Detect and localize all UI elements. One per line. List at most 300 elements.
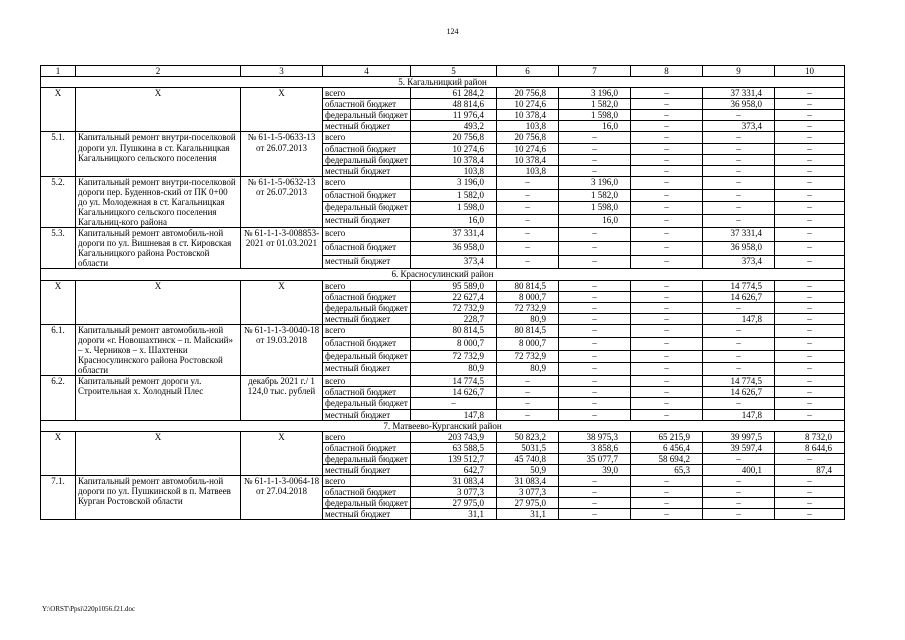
amount-cell: – (775, 509, 845, 520)
budget-source: местный бюджет (323, 121, 411, 132)
amount-cell: 14 626,7 (703, 291, 775, 302)
amount-cell: 147,8 (411, 409, 497, 420)
amount-cell: 20 756,8 (411, 132, 497, 143)
amount-cell: 3 077,3 (497, 487, 559, 498)
amount-cell: 10 378,4 (497, 110, 559, 121)
amount-cell: – (775, 88, 845, 99)
amount-cell: – (559, 165, 631, 176)
amount-cell: – (631, 398, 703, 409)
item-description: Х (76, 88, 241, 132)
amount-cell: 14 626,7 (703, 387, 775, 398)
budget-source: областной бюджет (323, 387, 411, 398)
budget-source: местный бюджет (323, 215, 411, 228)
table-row (41, 324, 845, 337)
amount-cell: – (775, 280, 845, 291)
item-document: № 61-1-1-3-0040-18 от 19.03.2018 (241, 324, 323, 375)
amount-cell: – (559, 509, 631, 520)
amount-cell: – (703, 202, 775, 215)
amount-cell: 31,1 (411, 509, 497, 520)
amount-cell: 20 756,8 (497, 132, 559, 143)
amount-cell: 37 331,4 (703, 88, 775, 99)
budget-source: областной бюджет (323, 291, 411, 302)
budget-source: областной бюджет (323, 337, 411, 350)
item-document: Х (241, 280, 323, 324)
column-header: 3 (241, 66, 323, 77)
item-description: Капитальный ремонт внутри-поселковой дороги ул. Пушкина в ст. Кагальницкая Кагальницкого сельского поселения (76, 132, 241, 176)
amount-cell: 31 083,4 (411, 475, 497, 486)
amount-cell: 14 774,5 (411, 376, 497, 387)
amount-cell: 50,9 (497, 464, 559, 475)
amount-cell: 373,4 (703, 255, 775, 269)
amount-cell: 147,8 (703, 313, 775, 324)
budget-source: федеральный бюджет (323, 110, 411, 121)
amount-cell: – (559, 409, 631, 420)
amount-cell: 1 598,0 (559, 110, 631, 121)
budget-source: всего (323, 176, 411, 189)
budget-source: федеральный бюджет (323, 453, 411, 464)
budget-source: местный бюджет (323, 165, 411, 176)
amount-cell: 31 083,4 (497, 475, 559, 486)
amount-cell: – (631, 202, 703, 215)
amount-cell: 10 378,4 (411, 154, 497, 165)
budget-source: всего (323, 376, 411, 387)
amount-cell: 139 512,7 (411, 453, 497, 464)
item-description: Капитальный ремонт автомобиль-ной дороги «г. Новошахтинск – п. Майский» – х. Черников – х. Шахтенки Красносулинского района Ростовской области (76, 324, 241, 375)
amount-cell: – (775, 121, 845, 132)
section-row (41, 420, 845, 431)
item-description: Капитальный ремонт дороги ул. Строительная х. Холодный Плес (76, 376, 241, 420)
amount-cell: – (775, 176, 845, 189)
amount-cell: – (497, 228, 559, 242)
amount-cell: 87,4 (775, 464, 845, 475)
budget-source: местный бюджет (323, 464, 411, 475)
amount-cell: – (497, 387, 559, 398)
item-number: Х (41, 431, 76, 475)
amount-cell: – (559, 255, 631, 269)
amount-cell: – (703, 363, 775, 376)
amount-cell: – (775, 255, 845, 269)
table-row (41, 431, 845, 442)
amount-cell: – (559, 337, 631, 350)
amount-cell: 373,4 (411, 255, 497, 269)
amount-cell: 14 774,5 (703, 376, 775, 387)
amount-cell: 72 732,9 (411, 302, 497, 313)
amount-cell: – (559, 376, 631, 387)
amount-cell: – (631, 509, 703, 520)
amount-cell: 80 814,5 (411, 324, 497, 337)
amount-cell: 10 274,6 (497, 143, 559, 154)
amount-cell: 8 000,7 (411, 337, 497, 350)
amount-cell: – (631, 132, 703, 143)
amount-cell: – (703, 189, 775, 202)
amount-cell: – (631, 291, 703, 302)
item-document: № 61-1-1-3-008853-2021 от 01.03.2021 (241, 228, 323, 269)
amount-cell: 72 732,9 (497, 302, 559, 313)
budget-table (40, 65, 845, 520)
item-document: № 61-1-5-0632-13 от 26.07.2013 (241, 176, 323, 227)
amount-cell: – (631, 241, 703, 255)
item-number: 7.1. (41, 475, 76, 519)
amount-cell: – (775, 363, 845, 376)
page-number: 124 (446, 27, 459, 36)
amount-cell: 80,9 (497, 313, 559, 324)
amount-cell: 58 694,2 (631, 453, 703, 464)
item-document: № 61-1-5-0633-13 от 26.07.2013 (241, 132, 323, 176)
footer-file-path: Y:\ORST\Ppsi\220p1056.f21.doc (42, 605, 136, 613)
amount-cell: – (775, 189, 845, 202)
amount-cell: – (703, 475, 775, 486)
amount-cell: – (631, 475, 703, 486)
amount-cell: – (703, 143, 775, 154)
amount-cell: 10 274,6 (497, 99, 559, 110)
amount-cell: – (631, 337, 703, 350)
amount-cell: 80 814,5 (497, 280, 559, 291)
amount-cell: – (775, 99, 845, 110)
column-header: 9 (703, 66, 775, 77)
amount-cell: – (559, 291, 631, 302)
amount-cell: 48 814,6 (411, 99, 497, 110)
amount-cell: – (497, 409, 559, 420)
amount-cell: 11 976,4 (411, 110, 497, 121)
budget-source: федеральный бюджет (323, 302, 411, 313)
amount-cell: 63 588,5 (411, 442, 497, 453)
item-number: 6.2. (41, 376, 76, 420)
amount-cell: – (775, 302, 845, 313)
amount-cell: – (703, 110, 775, 121)
column-header: 6 (497, 66, 559, 77)
amount-cell: – (631, 313, 703, 324)
amount-cell: – (631, 121, 703, 132)
amount-cell: 16,0 (559, 215, 631, 228)
budget-source: федеральный бюджет (323, 202, 411, 215)
section-row (41, 77, 845, 88)
item-document: декабрь 2021 г./ 1 124,0 тыс. рублей (241, 376, 323, 420)
amount-cell: – (775, 132, 845, 143)
budget-source: всего (323, 280, 411, 291)
item-number: 5.2. (41, 176, 76, 227)
amount-cell: – (631, 409, 703, 420)
amount-cell: – (703, 350, 775, 363)
budget-source: областной бюджет (323, 487, 411, 498)
amount-cell: – (775, 165, 845, 176)
budget-source: всего (323, 431, 411, 442)
amount-cell: 95 589,0 (411, 280, 497, 291)
amount-cell: – (775, 143, 845, 154)
amount-cell: 38 975,3 (559, 431, 631, 442)
amount-cell: – (703, 398, 775, 409)
amount-cell: – (559, 350, 631, 363)
amount-cell: – (559, 363, 631, 376)
amount-cell: 80,9 (497, 363, 559, 376)
amount-cell: – (631, 99, 703, 110)
amount-cell: – (775, 409, 845, 420)
budget-source: всего (323, 132, 411, 143)
amount-cell: – (775, 110, 845, 121)
section-title: 5. Кагальницкий район (41, 77, 845, 88)
amount-cell: – (631, 498, 703, 509)
amount-cell: 36 958,0 (703, 99, 775, 110)
budget-source: местный бюджет (323, 255, 411, 269)
amount-cell: – (631, 176, 703, 189)
amount-cell: – (631, 350, 703, 363)
amount-cell: – (559, 302, 631, 313)
amount-cell: 35 077,7 (559, 453, 631, 464)
amount-cell: – (703, 509, 775, 520)
amount-cell: – (703, 302, 775, 313)
amount-cell: 39 597,4 (703, 442, 775, 453)
amount-cell: 72 732,9 (497, 350, 559, 363)
amount-cell: – (775, 241, 845, 255)
amount-cell: – (631, 387, 703, 398)
item-description: Х (76, 280, 241, 324)
amount-cell: 228,7 (411, 313, 497, 324)
amount-cell: 3 858,6 (559, 442, 631, 453)
item-number: Х (41, 88, 76, 132)
amount-cell: – (775, 453, 845, 464)
item-description: Капитальный ремонт автомобиль-ной дороги по ул. Вишневая в ст. Кировская Кагальницкого района Ростовской области (76, 228, 241, 269)
amount-cell: 147,8 (703, 409, 775, 420)
amount-cell: 22 627,4 (411, 291, 497, 302)
amount-cell: – (775, 398, 845, 409)
table-row (41, 475, 845, 486)
amount-cell: – (775, 154, 845, 165)
amount-cell: 103,8 (497, 121, 559, 132)
amount-cell: – (631, 228, 703, 242)
amount-cell: – (775, 387, 845, 398)
amount-cell: – (631, 143, 703, 154)
amount-cell: 50 823,2 (497, 431, 559, 442)
amount-cell: – (703, 165, 775, 176)
amount-cell: – (775, 487, 845, 498)
amount-cell: – (631, 376, 703, 387)
amount-cell: – (631, 280, 703, 291)
amount-cell: 1 598,0 (559, 202, 631, 215)
table-row (41, 376, 845, 387)
amount-cell: – (631, 255, 703, 269)
item-description: Капитальный ремонт внутри-поселковой дороги пер. Буденнов-ский от ПК 0+00 до ул. Молодежная в ст. Кагальницкая Кагальницкого сельского поселения Кагальниц-кого района (76, 176, 241, 227)
amount-cell: 8 000,7 (497, 291, 559, 302)
amount-cell: 27 975,0 (497, 498, 559, 509)
amount-cell: – (559, 324, 631, 337)
budget-source: местный бюджет (323, 409, 411, 420)
amount-cell: 1 598,0 (411, 202, 497, 215)
item-number: 5.3. (41, 228, 76, 269)
amount-cell: 65,3 (631, 464, 703, 475)
amount-cell: – (559, 487, 631, 498)
amount-cell: – (559, 280, 631, 291)
budget-source: всего (323, 324, 411, 337)
amount-cell: – (631, 363, 703, 376)
item-description: Капитальный ремонт автомобиль-ной дороги по ул. Пушкинской в п. Матвеев Курган Ростовской области (76, 475, 241, 519)
table-row (41, 228, 845, 242)
item-number: Х (41, 280, 76, 324)
amount-cell: 16,0 (411, 215, 497, 228)
amount-cell: – (559, 398, 631, 409)
amount-cell: 3 077,3 (411, 487, 497, 498)
amount-cell: – (703, 176, 775, 189)
amount-cell: – (559, 154, 631, 165)
amount-cell: 14 774,5 (703, 280, 775, 291)
column-header: 5 (411, 66, 497, 77)
amount-cell: 8 644,6 (775, 442, 845, 453)
amount-cell: – (631, 189, 703, 202)
amount-cell: – (559, 387, 631, 398)
header-row (41, 66, 845, 77)
amount-cell: – (631, 487, 703, 498)
amount-cell: 37 331,4 (411, 228, 497, 242)
budget-source: федеральный бюджет (323, 498, 411, 509)
table-row (41, 132, 845, 143)
amount-cell: 39,0 (559, 464, 631, 475)
amount-cell: 45 740,8 (497, 453, 559, 464)
amount-cell: 3 196,0 (411, 176, 497, 189)
amount-cell: 1 582,0 (559, 99, 631, 110)
section-title: 6. Красносулинский район (41, 269, 845, 280)
amount-cell: – (497, 241, 559, 255)
amount-cell: – (559, 313, 631, 324)
amount-cell: 80 814,5 (497, 324, 559, 337)
amount-cell: 1 582,0 (411, 189, 497, 202)
amount-cell: – (631, 324, 703, 337)
column-header: 1 (41, 66, 76, 77)
amount-cell: 10 378,4 (497, 154, 559, 165)
amount-cell: 80,9 (411, 363, 497, 376)
amount-cell: – (775, 376, 845, 387)
amount-cell: – (559, 228, 631, 242)
amount-cell: – (775, 337, 845, 350)
budget-source: всего (323, 475, 411, 486)
table-row (41, 88, 845, 99)
amount-cell: 373,4 (703, 121, 775, 132)
item-number: 6.1. (41, 324, 76, 375)
amount-cell: 65 215,9 (631, 431, 703, 442)
amount-cell: – (559, 241, 631, 255)
table-row (41, 280, 845, 291)
amount-cell: 36 958,0 (411, 241, 497, 255)
amount-cell: – (775, 313, 845, 324)
budget-source: областной бюджет (323, 143, 411, 154)
amount-cell: – (703, 215, 775, 228)
amount-cell: – (497, 376, 559, 387)
item-document: Х (241, 88, 323, 132)
amount-cell: 8 732,0 (775, 431, 845, 442)
amount-cell: 39 997,5 (703, 431, 775, 442)
table-row (41, 176, 845, 189)
budget-source: федеральный бюджет (323, 350, 411, 363)
amount-cell: – (559, 132, 631, 143)
amount-cell: – (775, 202, 845, 215)
amount-cell: – (497, 202, 559, 215)
amount-cell: – (703, 498, 775, 509)
section-row (41, 269, 845, 280)
budget-source: местный бюджет (323, 313, 411, 324)
amount-cell: – (411, 398, 497, 409)
amount-cell: – (703, 487, 775, 498)
amount-cell: 103,8 (497, 165, 559, 176)
amount-cell: – (497, 215, 559, 228)
amount-cell: – (497, 398, 559, 409)
column-header: 2 (76, 66, 241, 77)
budget-source: местный бюджет (323, 509, 411, 520)
amount-cell: 37 331,4 (703, 228, 775, 242)
amount-cell: 8 000,7 (497, 337, 559, 350)
budget-source: всего (323, 228, 411, 242)
budget-source: областной бюджет (323, 99, 411, 110)
budget-source: областной бюджет (323, 241, 411, 255)
amount-cell: 10 274,6 (411, 143, 497, 154)
amount-cell: – (775, 475, 845, 486)
amount-cell: – (631, 302, 703, 313)
amount-cell: – (703, 132, 775, 143)
amount-cell: 36 958,0 (703, 241, 775, 255)
amount-cell: 1 582,0 (559, 189, 631, 202)
amount-cell: – (775, 324, 845, 337)
budget-source: местный бюджет (323, 363, 411, 376)
amount-cell: 203 743,9 (411, 431, 497, 442)
amount-cell: – (775, 228, 845, 242)
amount-cell: – (703, 154, 775, 165)
item-number: 5.1. (41, 132, 76, 176)
amount-cell: 6 456,4 (631, 442, 703, 453)
column-header: 4 (323, 66, 411, 77)
amount-cell: – (703, 324, 775, 337)
amount-cell: 642,7 (411, 464, 497, 475)
column-header: 8 (631, 66, 703, 77)
budget-source: областной бюджет (323, 189, 411, 202)
item-document: № 61-1-1-3-0064-18 от 27.04.2018 (241, 475, 323, 519)
amount-cell: – (497, 176, 559, 189)
budget-source: федеральный бюджет (323, 154, 411, 165)
amount-cell: 31,1 (497, 509, 559, 520)
budget-source: федеральный бюджет (323, 398, 411, 409)
amount-cell: 493,2 (411, 121, 497, 132)
amount-cell: 5031,5 (497, 442, 559, 453)
amount-cell: – (775, 498, 845, 509)
amount-cell: – (631, 88, 703, 99)
item-document: Х (241, 431, 323, 475)
amount-cell: 20 756,8 (497, 88, 559, 99)
amount-cell: 103,8 (411, 165, 497, 176)
amount-cell: 3 196,0 (559, 88, 631, 99)
amount-cell: 61 284,2 (411, 88, 497, 99)
amount-cell: – (497, 189, 559, 202)
amount-cell: – (775, 350, 845, 363)
amount-cell: – (559, 143, 631, 154)
amount-cell: – (775, 291, 845, 302)
item-description: Х (76, 431, 241, 475)
amount-cell: – (703, 337, 775, 350)
amount-cell: – (631, 110, 703, 121)
amount-cell: – (631, 215, 703, 228)
budget-source: всего (323, 88, 411, 99)
amount-cell: – (775, 215, 845, 228)
amount-cell: 14 626,7 (411, 387, 497, 398)
amount-cell: – (559, 475, 631, 486)
amount-cell: – (631, 165, 703, 176)
amount-cell: 16,0 (559, 121, 631, 132)
column-header: 10 (775, 66, 845, 77)
amount-cell: – (497, 255, 559, 269)
column-header: 7 (559, 66, 631, 77)
section-title: 7. Матвеево-Курганский район (41, 420, 845, 431)
amount-cell: – (631, 154, 703, 165)
budget-source: областной бюджет (323, 442, 411, 453)
amount-cell: 27 975,0 (411, 498, 497, 509)
amount-cell: 400,1 (703, 464, 775, 475)
amount-cell: 72 732,9 (411, 350, 497, 363)
amount-cell: – (703, 453, 775, 464)
amount-cell: 3 196,0 (559, 176, 631, 189)
